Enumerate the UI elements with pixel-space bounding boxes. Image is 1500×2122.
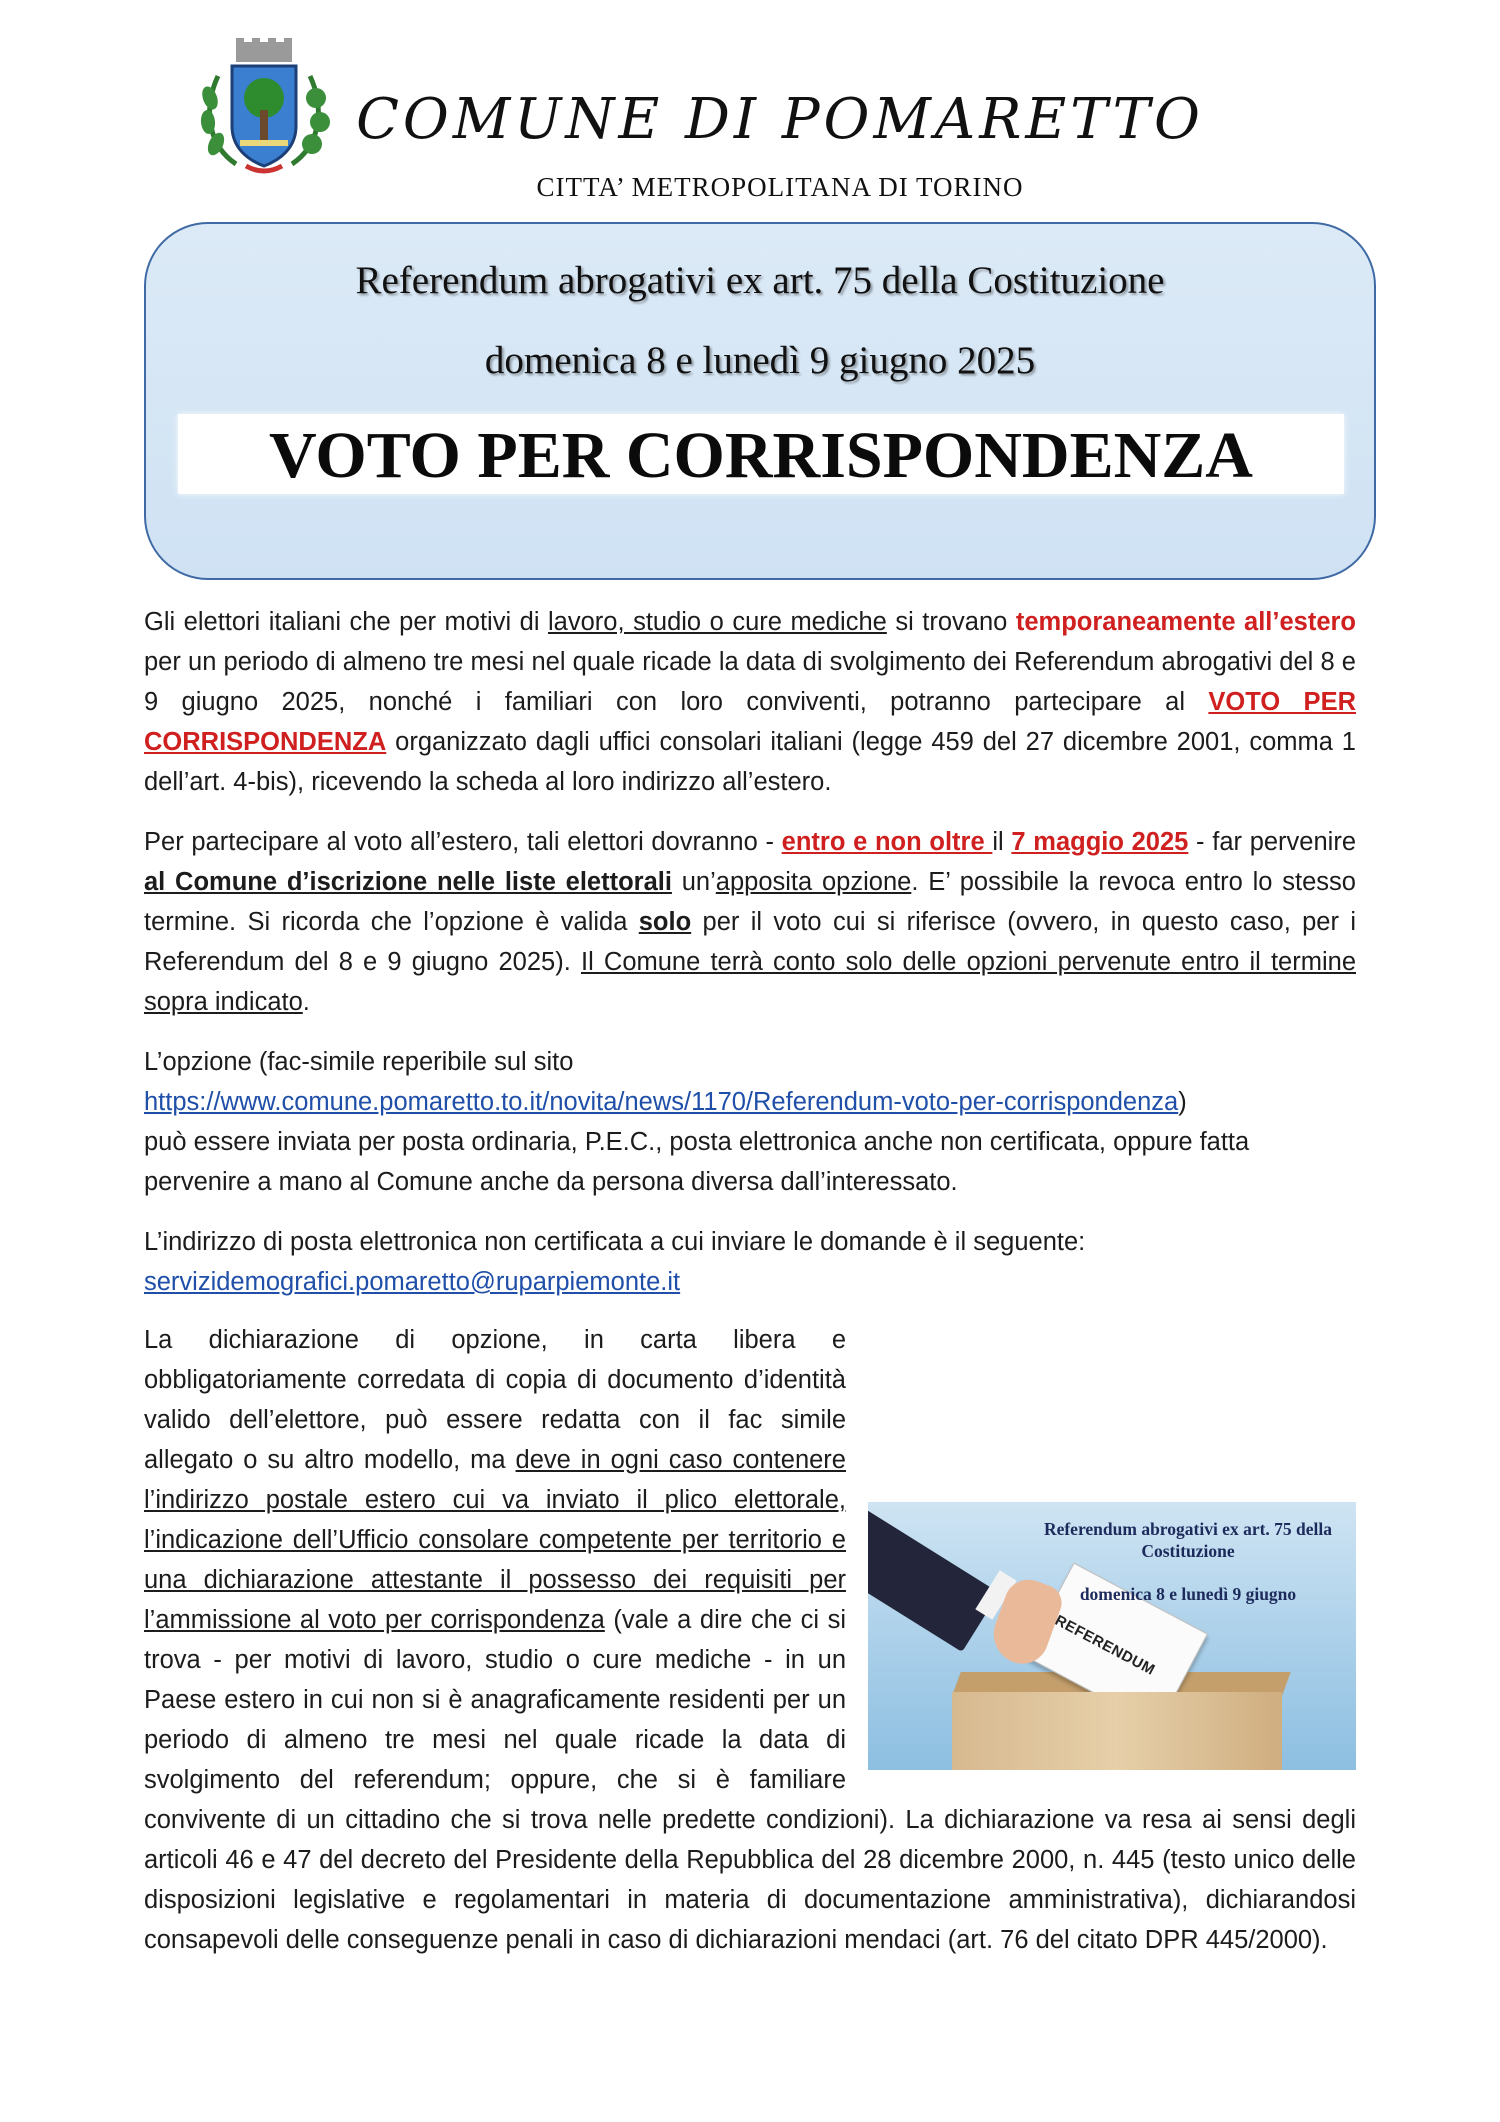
- text-run: ): [1178, 1088, 1187, 1116]
- paragraph-option-delivery: [144, 1042, 1356, 1202]
- highlight-only: solo: [638, 908, 692, 936]
- illustration-dates: domenica 8 e lunedì 9 giugno: [1079, 1584, 1297, 1604]
- text-run: - far pervenire: [1188, 828, 1356, 856]
- text-run: per il voto cui si riferisce (ovvero, in questo caso, per i Referendum del 8 e 9 giugno 2025).: [144, 908, 1356, 976]
- municipality-title: COMUNE DI POMARETTO: [356, 87, 1204, 152]
- text-run: per un periodo di almeno tre mesi nel quale ricade la data di svolgimento dei Referendum abrogativi del 8 e 9 giugno 2025, nonché i familiari con loro conviventi, potranno partecipare al: [144, 648, 1356, 716]
- text-run: Per partecipare al voto all’estero, tali elettori dovranno -: [144, 828, 782, 856]
- text-run: si trovano: [886, 608, 1016, 636]
- ballot-label: REFERENDUM: [1052, 1611, 1158, 1679]
- text-run: Gli elettori italiani che per motivi di: [144, 608, 549, 636]
- text-run: un’: [671, 868, 716, 896]
- highlight-municipality: al Comune d’iscrizione nelle liste elettorali: [144, 868, 672, 896]
- highlight-postal-vote: VOTO PER CORRISPONDENZA: [144, 688, 1356, 756]
- underlined-notice: Il Comune terrà conto solo delle opzioni pervenute entro il termine sopra indicato: [144, 948, 1356, 1016]
- highlight-no-later-than: entro e non oltre: [781, 828, 993, 856]
- municipality-subtitle: CITTA’ METROPOLITANA DI TORINO: [536, 172, 1024, 202]
- underlined-option: apposita opzione: [715, 868, 912, 896]
- text-run: può essere inviata per posta ordinaria, P.E.C., posta elettronica anche non certificata, oppure fatta pervenire a mano al Comune anche da persona diversa dall’interessato.: [144, 1128, 1250, 1196]
- paragraph-deadline: [144, 822, 1356, 1022]
- text-run: L’indirizzo di posta elettronica non certificata a cui inviare le domande è il seguente:: [144, 1228, 1086, 1256]
- ballot-box: [952, 1692, 1282, 1770]
- text-run: L’opzione (fac-simile reperibile sul sito: [144, 1048, 574, 1076]
- highlight-temporarily-abroad: temporaneamente all’estero: [1015, 608, 1356, 636]
- text-run: . E’ possibile la revoca entro lo stesso termine. Si ricorda che l’opzione è valida: [144, 868, 1356, 936]
- paragraph-eligibility: [144, 602, 1356, 802]
- referendum-banner: [144, 222, 1376, 580]
- banner-dates: domenica 8 e lunedì 9 giugno 2025: [484, 339, 1036, 382]
- banner-title: Referendum abrogativi ex art. 75 della Costituzione: [355, 259, 1165, 302]
- underlined-reasons: lavoro, studio o cure mediche: [548, 608, 887, 636]
- underlined-requirements: deve in ogni caso contenere l’indirizzo postale estero cui va inviato il plico elettorale, l’indicazione dell’Ufficio consolare competente per territorio e una dichiarazione attestante il possesso dei requisiti per l’ammissione al voto per corrispondenza: [144, 1446, 846, 1634]
- email-link[interactable]: servizidemografici.pomaretto@ruparpiemonte.it: [144, 1268, 681, 1296]
- paragraph-email: [144, 1222, 1356, 1302]
- deadline-date: 7 maggio 2025: [1011, 828, 1189, 856]
- text-run: La dichiarazione di opzione, in carta libera e obbligatoriamente corredata di copia di documento d’identità valido dell’elettore, può essere redatta con il fac simile allegato o su altro modello, ma: [144, 1326, 846, 1474]
- municipal-crest-icon: [196, 36, 332, 178]
- text-run: (vale a dire che ci si trova - per motivi di lavoro, studio o cure mediche - in un Paese estero in cui non si è anagraficamente residenti per un periodo di almeno tre mesi nel quale ricade la data di svolgimento del referendum; oppure, che si è familiare convivente di un cittadino che si trova nelle predette condizioni). La dichiarazione va resa ai sensi degli articoli 46 e 47 del decreto del Presidente della Repubblica del 28 dicembre 2000, n. 445 (testo unico delle disposizioni legislative e regolamentari in materia di documentazione amministrativa), dichiarandosi consapevoli delle conseguenze penali in caso di dichiarazioni mendaci (art. 76 del citato DPR 445/2000).: [144, 1606, 1356, 1954]
- facsimile-link[interactable]: https://www.comune.pomaretto.to.it/novita/news/1170/Referendum-voto-per-corrispondenza: [144, 1088, 1179, 1116]
- hand-sleeve: [868, 1502, 999, 1652]
- illustration-title: Referendum abrogativi ex art. 75 della Costituzione: [1043, 1519, 1333, 1561]
- banner-headline: VOTO PER CORRISPONDENZA: [178, 414, 1344, 494]
- paragraph-declaration: [144, 1320, 1356, 1960]
- text-run: .: [302, 988, 310, 1016]
- referendum-illustration: [868, 1502, 1356, 1770]
- text-run: organizzato dagli uffici consolari italiani (legge 459 del 27 dicembre 2001, comma 1 dell’art. 4-bis), ricevendo la scheda al loro indirizzo all’estero.: [144, 728, 1356, 796]
- text-run: il: [992, 828, 1012, 856]
